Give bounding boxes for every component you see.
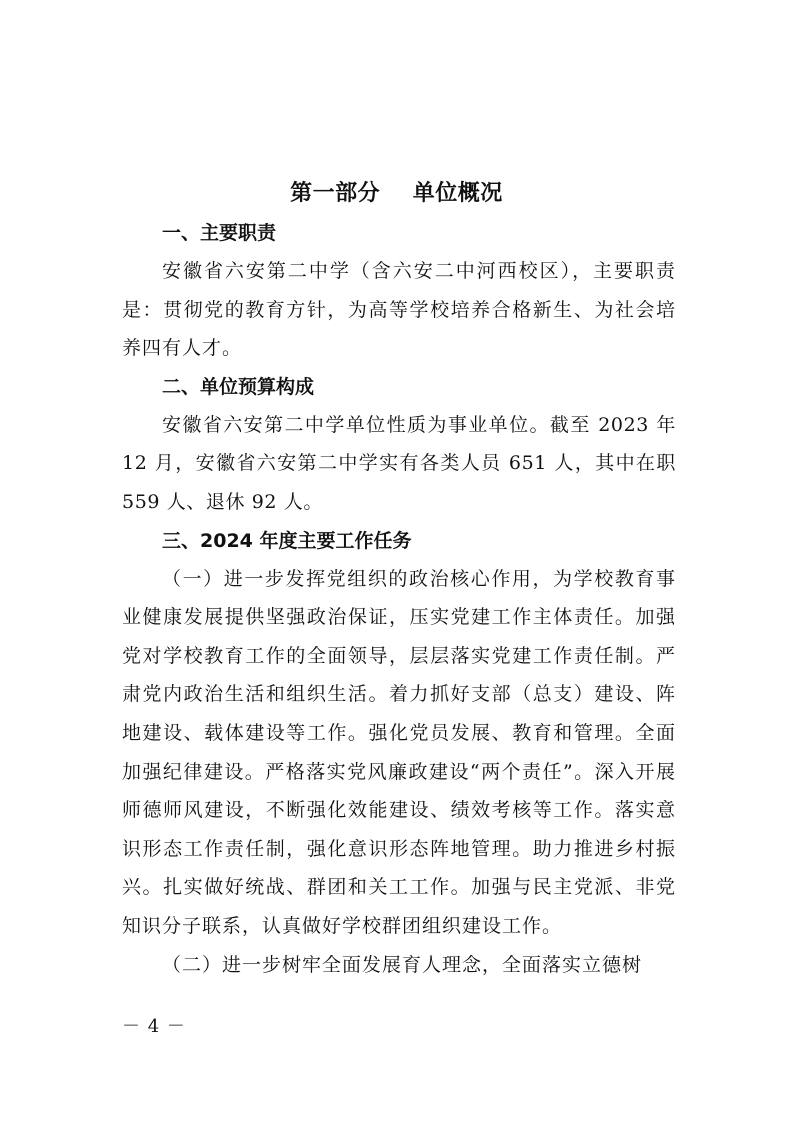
paragraph-task-one: （一）进一步发挥党组织的政治核心作用，为学校教育事业健康发展提供坚强政治保证，压实党建工作主体责任。加强党对学校教育工作的全面领导，层层落实党建工作责任制。严肃党内政治生活和组织生活。着力抓好支部（总支）建设、阵地建设、载体建设等工作。强化党员发展、教育和管理。全面加强纪律建设。严格落实党风廉政建设“两个责任”。深入开展师德师风建设，不断强化效能建设、绩效考核等工作。落实意识形态工作责任制，强化意识形态阵地管理。助力推进乡村振兴。扎实做好统战、群团和关工工作。加强与民主党派、非党知识分子联系，认真做好学校群团组织建设工作。 xyxy=(122,567,676,937)
paragraph-budget-composition: 安徽省六安第二中学单位性质为事业单位。截至 2023 年 12 月，安徽省六安第二中学实有各类人员 651 人，其中在职 559 人、退休 92 人。 xyxy=(122,413,676,513)
paragraph-main-duties: 安徽省六安第二中学（含六安二中河西校区），主要职责是：贯彻党的教育方针，为高等学校培养合格新生、为社会培养四有人才。 xyxy=(122,260,676,360)
section-heading-budget-composition: 二、单位预算构成 xyxy=(162,375,315,398)
paragraph-task-two: （二）进一步树牢全面发展育人理念，全面落实立德树 xyxy=(162,953,643,976)
section-heading-main-tasks-2024: 三、2024 年度主要工作任务 xyxy=(162,529,412,552)
part-title: 第一部分 单位概况 xyxy=(290,181,503,206)
section-heading-main-duties: 一、主要职责 xyxy=(162,222,277,244)
document-body xyxy=(122,214,676,984)
page-number: － 4 － xyxy=(122,1016,186,1037)
